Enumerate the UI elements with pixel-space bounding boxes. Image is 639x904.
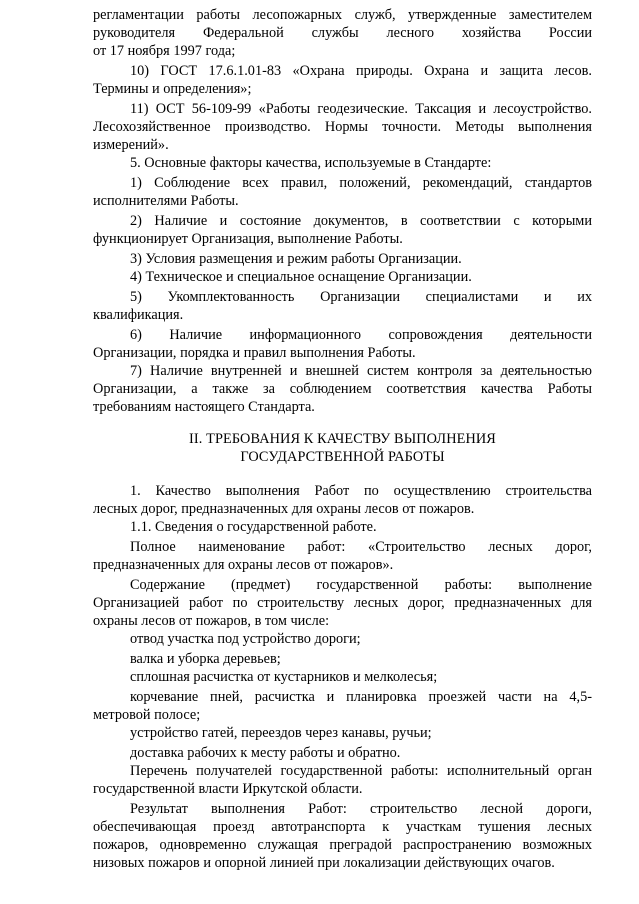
paragraph-line: 7) Наличие внутренней и внешней систем контроля за деятельностью [130, 363, 592, 379]
paragraph-line: корчевание пней, расчистка и планировка проезжей части на 4,5- [130, 689, 592, 705]
paragraph-line: измерений». [93, 137, 169, 153]
paragraph-line: 1) Соблюдение всех правил, положений, рекомендаций, стандартов [130, 175, 592, 191]
paragraph-line: требованиям настоящего Стандарта. [93, 399, 315, 415]
paragraph-line: исполнителями Работы. [93, 193, 239, 209]
paragraph-line: устройство гатей, переездов через канавы, ручьи; [130, 725, 432, 741]
paragraph-line: Термины и определения»; [93, 81, 252, 97]
section-heading-line-1: II. ТРЕБОВАНИЯ К КАЧЕСТВУ ВЫПОЛНЕНИЯ [189, 431, 496, 447]
paragraph-line: предназначенных для охраны лесов от пожаров». [93, 557, 394, 573]
paragraph-line: доставка рабочих к месту работы и обратно. [130, 745, 401, 761]
paragraph-line: 6) Наличие информационного сопровождения деятельности [130, 327, 592, 343]
paragraph-line: государственной власти Иркутской области. [93, 781, 363, 797]
paragraph-line: 11) ОСТ 56-109-99 «Работы геодезические. Таксация и лесоустройство. [130, 101, 592, 117]
paragraph-line: валка и уборка деревьев; [130, 651, 281, 667]
paragraph-line: 1. Качество выполнения Работ по осуществлению строительства [130, 483, 592, 499]
paragraph-line: Организацией работ по строительству лесных дорог, предназначенных для [93, 595, 592, 611]
paragraph-line: 5. Основные факторы качества, используемые в Стандарте: [130, 155, 492, 171]
paragraph-line: руководителя Федеральной службы лесного хозяйства России [93, 25, 592, 41]
paragraph-line: Организации, а также за соблюдением соответствия качества Работы [93, 381, 592, 397]
paragraph-line: охраны лесов от пожаров, в том числе: [93, 613, 330, 629]
paragraph-line: 10) ГОСТ 17.6.1.01-83 «Охрана природы. Охрана и защита лесов. [130, 63, 592, 79]
paragraph-line: Полное наименование работ: «Строительство лесных дорог, [130, 539, 592, 555]
paragraph-line: метровой полосе; [93, 707, 201, 723]
paragraph-line: Перечень получателей государственной работы: исполнительный орган [130, 763, 592, 779]
paragraph-line: обеспечивающая проезд автотранспорта к участкам тушения лесных [93, 819, 592, 835]
paragraph-line: Организации, порядка и правил выполнения Работы. [93, 345, 416, 361]
paragraph-line: Содержание (предмет) государственной работы: выполнение [130, 577, 592, 593]
paragraph-line: от 17 ноября 1997 года; [93, 43, 236, 59]
paragraph-line: 4) Техническое и специальное оснащение Организации. [130, 269, 472, 285]
paragraph-line: регламентации работы лесопожарных служб, утвержденные заместителем [93, 7, 592, 23]
paragraph-line: лесных дорог, предназначенных для охраны лесов от пожаров. [93, 501, 475, 517]
paragraph-line: 3) Условия размещения и режим работы Организации. [130, 251, 462, 267]
paragraph-line: Лесохозяйственное производство. Нормы точности. Методы выполнения [93, 119, 592, 135]
paragraph-line: сплошная расчистка от кустарников и мелколесья; [130, 669, 438, 685]
paragraph-line: 1.1. Сведения о государственной работе. [130, 519, 377, 535]
paragraph-line: 5) Укомплектованность Организации специалистами и их [130, 289, 592, 305]
paragraph-line: Результат выполнения Работ: строительство лесной дороги, [130, 801, 592, 817]
paragraph-line: функционирует Организация, выполнение Работы. [93, 231, 403, 247]
paragraph-line: низовых пожаров и опорной линией при локализации действующих очагов. [93, 855, 555, 871]
paragraph-line: 2) Наличие и состояние документов, в соответствии с которыми [130, 213, 592, 229]
paragraph-line: квалификация. [93, 307, 184, 323]
section-heading-line-2: ГОСУДАРСТВЕННОЙ РАБОТЫ [240, 449, 445, 465]
paragraph-line: отвод участка под устройство дороги; [130, 631, 361, 647]
paragraph-line: пожаров, одновременно служащая преградой распространению возможных [93, 837, 592, 853]
